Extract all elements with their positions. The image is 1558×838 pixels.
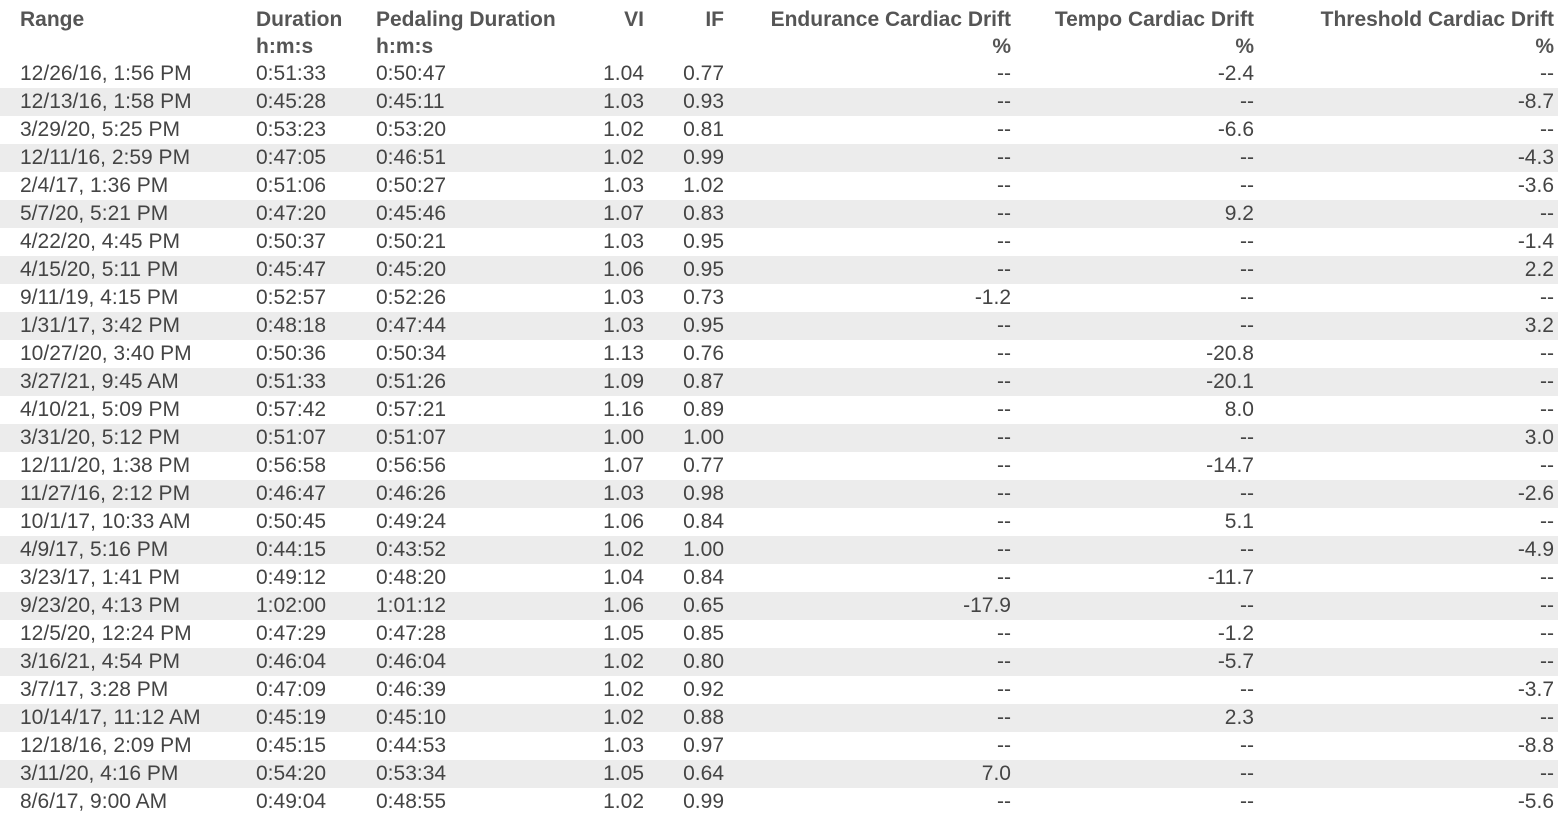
- cell-pedaling-duration: 0:53:20: [376, 118, 447, 141]
- table-row[interactable]: [0, 116, 1558, 144]
- cell-duration: 0:49:04: [256, 790, 327, 813]
- cell-duration: 0:50:36: [256, 342, 327, 365]
- col-header-endurance-drift[interactable]: Endurance Cardiac Drift: [770, 8, 1011, 31]
- cell-threshold-drift: -2.6: [1258, 480, 1558, 508]
- col-header-range[interactable]: Range: [20, 8, 85, 31]
- cell-vi: 1.07: [570, 200, 648, 228]
- cell-endurance-drift: --: [997, 118, 1011, 141]
- col-unit-vi: [570, 34, 648, 60]
- cell-pedaling-duration: 1:01:12: [372, 592, 570, 620]
- cell-range: 1/31/17, 3:42 PM: [0, 312, 252, 340]
- cell-pedaling-duration: 0:50:21: [376, 230, 447, 253]
- cell-endurance-drift: -1.2: [974, 286, 1011, 309]
- table-row[interactable]: [0, 60, 1558, 88]
- cell-if: 0.99: [648, 144, 728, 172]
- cell-threshold-drift: --: [1540, 62, 1554, 85]
- cell-threshold-drift: --: [1540, 118, 1554, 141]
- cell-if: 0.81: [683, 118, 724, 141]
- cell-duration: 0:46:47: [252, 480, 372, 508]
- cell-tempo-drift: 8.0: [1224, 398, 1254, 421]
- table-row[interactable]: [0, 228, 1558, 256]
- cell-pedaling-duration: 0:46:51: [372, 144, 570, 172]
- cell-vi: 1.05: [603, 622, 644, 645]
- cell-pedaling-duration: 0:49:24: [376, 510, 447, 533]
- cell-range: 10/27/20, 3:40 PM: [20, 342, 192, 365]
- cell-vi: 1.02: [570, 144, 648, 172]
- cell-endurance-drift: --: [728, 424, 1015, 452]
- cell-tempo-drift: --: [1240, 174, 1254, 197]
- table-row[interactable]: [0, 312, 1558, 340]
- cell-pedaling-duration: 0:47:44: [372, 312, 570, 340]
- cell-range: 3/11/20, 4:16 PM: [0, 760, 252, 788]
- cell-duration: 0:45:19: [252, 704, 372, 732]
- cell-if: 0.77: [683, 454, 724, 477]
- cell-pedaling-duration: 0:48:55: [376, 790, 447, 813]
- cell-if: 0.98: [648, 480, 728, 508]
- cell-range: 11/27/16, 2:12 PM: [0, 480, 252, 508]
- table-row[interactable]: [0, 284, 1558, 312]
- col-unit-endurance-drift: %: [992, 35, 1011, 58]
- table-row[interactable]: [0, 452, 1558, 480]
- cell-tempo-drift: -5.7: [1015, 648, 1258, 676]
- cell-range: 4/10/21, 5:09 PM: [20, 398, 180, 421]
- cell-pedaling-duration: 0:45:46: [372, 200, 570, 228]
- cell-range: 3/29/20, 5:25 PM: [20, 118, 180, 141]
- cell-vi: 1.03: [570, 88, 648, 116]
- col-header-threshold-drift[interactable]: Threshold Cardiac Drift: [1320, 8, 1554, 31]
- cell-tempo-drift: -20.8: [1206, 342, 1254, 365]
- table-row[interactable]: [0, 704, 1558, 732]
- table-row[interactable]: [0, 396, 1558, 424]
- cell-pedaling-duration: 0:45:10: [372, 704, 570, 732]
- cell-endurance-drift: --: [728, 648, 1015, 676]
- cell-tempo-drift: --: [1015, 312, 1258, 340]
- cell-threshold-drift: --: [1258, 704, 1558, 732]
- cell-range: 10/1/17, 10:33 AM: [20, 510, 191, 533]
- cell-vi: 1.13: [603, 342, 644, 365]
- cell-vi: 1.00: [570, 424, 648, 452]
- cell-duration: 0:49:12: [256, 566, 327, 589]
- cell-range: 3/7/17, 3:28 PM: [20, 678, 169, 701]
- cell-vi: 1.03: [570, 312, 648, 340]
- cell-if: 0.77: [683, 62, 724, 85]
- cell-pedaling-duration: 0:44:53: [376, 734, 447, 757]
- cell-vi: 1.03: [603, 230, 644, 253]
- col-unit-tempo-drift: %: [1235, 35, 1254, 58]
- col-unit-if: [648, 34, 728, 60]
- cell-pedaling-duration: 0:53:34: [372, 760, 570, 788]
- cell-duration: 0:51:33: [252, 368, 372, 396]
- col-header-pedaling-duration[interactable]: Pedaling Duration: [376, 8, 556, 31]
- cell-threshold-drift: --: [1258, 760, 1558, 788]
- cell-threshold-drift: 3.0: [1258, 424, 1558, 452]
- cell-pedaling-duration: 0:50:47: [376, 62, 447, 85]
- cell-range: 2/4/17, 1:36 PM: [20, 174, 169, 197]
- cell-vi: 1.03: [570, 480, 648, 508]
- cell-vi: 1.03: [603, 734, 644, 757]
- cell-range: 12/18/16, 2:09 PM: [20, 734, 192, 757]
- cell-endurance-drift: --: [997, 790, 1011, 813]
- cell-threshold-drift: -5.6: [1517, 790, 1554, 813]
- cell-if: 0.95: [648, 256, 728, 284]
- table-row[interactable]: [0, 144, 1558, 172]
- cell-range: 4/15/20, 5:11 PM: [0, 256, 252, 284]
- cell-range: 12/11/16, 2:59 PM: [0, 144, 252, 172]
- cell-duration: 0:51:33: [256, 62, 327, 85]
- cell-threshold-drift: -4.9: [1258, 536, 1558, 564]
- cell-if: 0.99: [683, 790, 724, 813]
- cell-duration: 0:44:15: [252, 536, 372, 564]
- cell-tempo-drift: -20.1: [1015, 368, 1258, 396]
- col-unit-range: [0, 34, 252, 60]
- cell-pedaling-duration: 0:43:52: [372, 536, 570, 564]
- cell-tempo-drift: 9.2: [1015, 200, 1258, 228]
- cell-duration: 0:47:09: [256, 678, 327, 701]
- cell-tempo-drift: 5.1: [1224, 510, 1254, 533]
- cell-vi: 1.03: [603, 174, 644, 197]
- cell-if: 0.87: [648, 368, 728, 396]
- cell-endurance-drift: --: [997, 734, 1011, 757]
- cell-range: 12/5/20, 12:24 PM: [20, 622, 192, 645]
- cell-vi: 1.04: [603, 62, 644, 85]
- table-row[interactable]: [0, 620, 1558, 648]
- cell-threshold-drift: -3.7: [1517, 678, 1554, 701]
- cell-threshold-drift: --: [1540, 622, 1554, 645]
- cell-threshold-drift: -8.8: [1517, 734, 1554, 757]
- cell-if: 0.65: [648, 592, 728, 620]
- cell-vi: 1.02: [603, 118, 644, 141]
- cell-range: 12/26/16, 1:56 PM: [20, 62, 192, 85]
- cell-if: 0.76: [683, 342, 724, 365]
- cell-range: 3/23/17, 1:41 PM: [20, 566, 180, 589]
- cell-pedaling-duration: 0:47:28: [376, 622, 447, 645]
- cell-endurance-drift: --: [728, 368, 1015, 396]
- cell-duration: 0:47:20: [252, 200, 372, 228]
- cell-range: 9/11/19, 4:15 PM: [20, 286, 179, 309]
- cell-endurance-drift: --: [728, 480, 1015, 508]
- table-row[interactable]: [0, 480, 1558, 508]
- cell-threshold-drift: --: [1540, 566, 1554, 589]
- cell-tempo-drift: --: [1240, 286, 1254, 309]
- cell-threshold-drift: --: [1258, 592, 1558, 620]
- cell-if: 0.88: [648, 704, 728, 732]
- cell-vi: 1.03: [603, 286, 644, 309]
- cell-if: 0.89: [683, 398, 724, 421]
- cell-pedaling-duration: 0:56:56: [376, 454, 447, 477]
- cell-if: 1.02: [683, 174, 724, 197]
- cell-if: 0.95: [648, 312, 728, 340]
- cell-endurance-drift: --: [728, 312, 1015, 340]
- cell-duration: 0:45:28: [252, 88, 372, 116]
- cell-endurance-drift: --: [728, 536, 1015, 564]
- cell-duration: 0:48:18: [252, 312, 372, 340]
- table-row[interactable]: [0, 760, 1558, 788]
- cell-pedaling-duration: 0:48:20: [376, 566, 447, 589]
- cell-duration: 0:52:57: [256, 286, 327, 309]
- cell-range: 12/13/16, 1:58 PM: [0, 88, 252, 116]
- cell-tempo-drift: -11.7: [1207, 566, 1254, 589]
- table-row[interactable]: [0, 592, 1558, 620]
- table-row[interactable]: [0, 676, 1558, 704]
- cell-threshold-drift: --: [1258, 368, 1558, 396]
- table-row[interactable]: [0, 424, 1558, 452]
- cell-duration: 0:50:45: [256, 510, 327, 533]
- cell-vi: 1.06: [603, 510, 644, 533]
- table-row[interactable]: [0, 648, 1558, 676]
- cell-range: 4/22/20, 4:45 PM: [20, 230, 180, 253]
- cell-endurance-drift: --: [728, 256, 1015, 284]
- cell-endurance-drift: --: [728, 88, 1015, 116]
- table-row[interactable]: [0, 256, 1558, 284]
- cell-pedaling-duration: 0:51:07: [372, 424, 570, 452]
- cell-if: 0.83: [648, 200, 728, 228]
- cell-pedaling-duration: 0:45:20: [372, 256, 570, 284]
- cell-duration: 0:56:58: [256, 454, 327, 477]
- cell-tempo-drift: --: [1015, 536, 1258, 564]
- cell-threshold-drift: --: [1540, 398, 1554, 421]
- table-row[interactable]: [0, 368, 1558, 396]
- cell-vi: 1.07: [603, 454, 644, 477]
- cell-range: 8/6/17, 9:00 AM: [20, 790, 168, 813]
- table-row[interactable]: [0, 172, 1558, 200]
- cell-vi: 1.09: [570, 368, 648, 396]
- cell-if: 1.00: [648, 424, 728, 452]
- table-row[interactable]: [0, 200, 1558, 228]
- cell-duration: 0:47:05: [252, 144, 372, 172]
- cell-duration: 0:54:20: [252, 760, 372, 788]
- cell-vi: 1.06: [570, 592, 648, 620]
- table-row[interactable]: [0, 788, 1558, 816]
- cell-range: 3/27/21, 9:45 AM: [0, 368, 252, 396]
- table-row[interactable]: [0, 536, 1558, 564]
- cell-threshold-drift: --: [1540, 286, 1554, 309]
- cell-endurance-drift: --: [728, 144, 1015, 172]
- cell-vi: 1.02: [603, 790, 644, 813]
- cell-if: 0.85: [683, 622, 724, 645]
- cell-pedaling-duration: 0:57:21: [376, 398, 447, 421]
- cell-tempo-drift: -1.2: [1217, 622, 1254, 645]
- cell-tempo-drift: --: [1240, 734, 1254, 757]
- cell-tempo-drift: --: [1015, 424, 1258, 452]
- cell-endurance-drift: --: [997, 398, 1011, 421]
- cell-vi: 1.02: [570, 536, 648, 564]
- cell-endurance-drift: --: [997, 566, 1011, 589]
- cell-pedaling-duration: 0:50:27: [376, 174, 447, 197]
- cell-tempo-drift: -6.6: [1217, 118, 1254, 141]
- col-unit-duration: h:m:s: [256, 35, 314, 58]
- table-row[interactable]: [0, 508, 1558, 536]
- cell-if: 0.80: [648, 648, 728, 676]
- cell-tempo-drift: --: [1015, 592, 1258, 620]
- cell-if: 0.84: [683, 566, 724, 589]
- table-body: [0, 60, 1558, 816]
- table-row[interactable]: [0, 732, 1558, 760]
- cell-if: 0.93: [648, 88, 728, 116]
- cell-endurance-drift: 7.0: [728, 760, 1015, 788]
- cell-if: 1.00: [648, 536, 728, 564]
- cell-threshold-drift: -4.3: [1258, 144, 1558, 172]
- cell-endurance-drift: --: [728, 200, 1015, 228]
- cell-duration: 0:45:47: [252, 256, 372, 284]
- cell-duration: 1:02:00: [252, 592, 372, 620]
- col-unit-threshold-drift: %: [1535, 35, 1554, 58]
- col-unit-pedaling-duration: h:m:s: [376, 35, 434, 58]
- cell-tempo-drift: --: [1240, 678, 1254, 701]
- cell-threshold-drift: --: [1540, 454, 1554, 477]
- cell-tempo-drift: --: [1015, 256, 1258, 284]
- cell-duration: 0:47:29: [256, 622, 327, 645]
- col-header-duration[interactable]: Duration: [256, 8, 343, 31]
- cell-pedaling-duration: 0:52:26: [376, 286, 447, 309]
- cell-range: 3/31/20, 5:12 PM: [0, 424, 252, 452]
- col-header-vi[interactable]: VI: [624, 8, 644, 31]
- cell-pedaling-duration: 0:46:39: [376, 678, 447, 701]
- cell-tempo-drift: --: [1015, 480, 1258, 508]
- cell-threshold-drift: --: [1540, 342, 1554, 365]
- table-header: [0, 0, 1558, 60]
- cell-range: 5/7/20, 5:21 PM: [0, 200, 252, 228]
- cell-duration: 0:51:06: [256, 174, 327, 197]
- cell-endurance-drift: --: [997, 342, 1011, 365]
- cell-pedaling-duration: 0:51:26: [372, 368, 570, 396]
- cell-duration: 0:57:42: [256, 398, 327, 421]
- cell-threshold-drift: 2.2: [1258, 256, 1558, 284]
- cell-threshold-drift: --: [1540, 510, 1554, 533]
- cell-range: 12/11/20, 1:38 PM: [20, 454, 191, 477]
- cell-duration: 0:53:23: [256, 118, 327, 141]
- cell-vi: 1.05: [570, 760, 648, 788]
- cell-pedaling-duration: 0:46:26: [372, 480, 570, 508]
- cell-range: 3/16/21, 4:54 PM: [0, 648, 252, 676]
- cell-threshold-drift: -1.4: [1517, 230, 1554, 253]
- cell-vi: 1.06: [570, 256, 648, 284]
- cell-endurance-drift: --: [997, 454, 1011, 477]
- cell-if: 0.92: [683, 678, 724, 701]
- cell-tempo-drift: 2.3: [1015, 704, 1258, 732]
- cell-pedaling-duration: 0:46:04: [372, 648, 570, 676]
- cell-if: 0.73: [683, 286, 724, 309]
- col-header-if[interactable]: IF: [705, 8, 724, 31]
- cell-duration: 0:51:07: [252, 424, 372, 452]
- cell-endurance-drift: -17.9: [728, 592, 1015, 620]
- cell-pedaling-duration: 0:50:34: [376, 342, 447, 365]
- cell-threshold-drift: --: [1258, 648, 1558, 676]
- cell-endurance-drift: --: [728, 704, 1015, 732]
- cell-vi: 1.02: [570, 648, 648, 676]
- cell-range: 4/9/17, 5:16 PM: [0, 536, 252, 564]
- table-row[interactable]: [0, 88, 1558, 116]
- cell-threshold-drift: --: [1258, 200, 1558, 228]
- cell-if: 0.97: [683, 734, 724, 757]
- cell-vi: 1.02: [603, 678, 644, 701]
- cell-threshold-drift: -8.7: [1258, 88, 1558, 116]
- cell-tempo-drift: -2.4: [1217, 62, 1254, 85]
- cell-pedaling-duration: 0:45:11: [372, 88, 570, 116]
- cell-if: 0.95: [683, 230, 724, 253]
- cell-duration: 0:46:04: [252, 648, 372, 676]
- cell-tempo-drift: -14.7: [1206, 454, 1254, 477]
- cell-vi: 1.16: [603, 398, 644, 421]
- cell-endurance-drift: --: [997, 678, 1011, 701]
- cell-endurance-drift: --: [997, 510, 1011, 533]
- cell-if: 0.84: [683, 510, 724, 533]
- table-row[interactable]: [0, 564, 1558, 592]
- cell-tempo-drift: --: [1015, 144, 1258, 172]
- cell-endurance-drift: --: [997, 622, 1011, 645]
- cell-endurance-drift: --: [997, 230, 1011, 253]
- cell-endurance-drift: --: [997, 62, 1011, 85]
- cell-duration: 0:50:37: [256, 230, 327, 253]
- col-header-tempo-drift[interactable]: Tempo Cardiac Drift: [1054, 8, 1254, 31]
- cell-threshold-drift: -3.6: [1517, 174, 1554, 197]
- cell-endurance-drift: --: [997, 174, 1011, 197]
- cell-threshold-drift: 3.2: [1258, 312, 1558, 340]
- cell-tempo-drift: --: [1015, 760, 1258, 788]
- cell-tempo-drift: --: [1015, 88, 1258, 116]
- cell-tempo-drift: --: [1240, 230, 1254, 253]
- table-row[interactable]: [0, 340, 1558, 368]
- cell-range: 10/14/17, 11:12 AM: [0, 704, 252, 732]
- cell-tempo-drift: --: [1240, 790, 1254, 813]
- cell-if: 0.64: [648, 760, 728, 788]
- cell-duration: 0:45:15: [256, 734, 327, 757]
- cell-vi: 1.02: [570, 704, 648, 732]
- cell-vi: 1.04: [603, 566, 644, 589]
- cell-range: 9/23/20, 4:13 PM: [0, 592, 252, 620]
